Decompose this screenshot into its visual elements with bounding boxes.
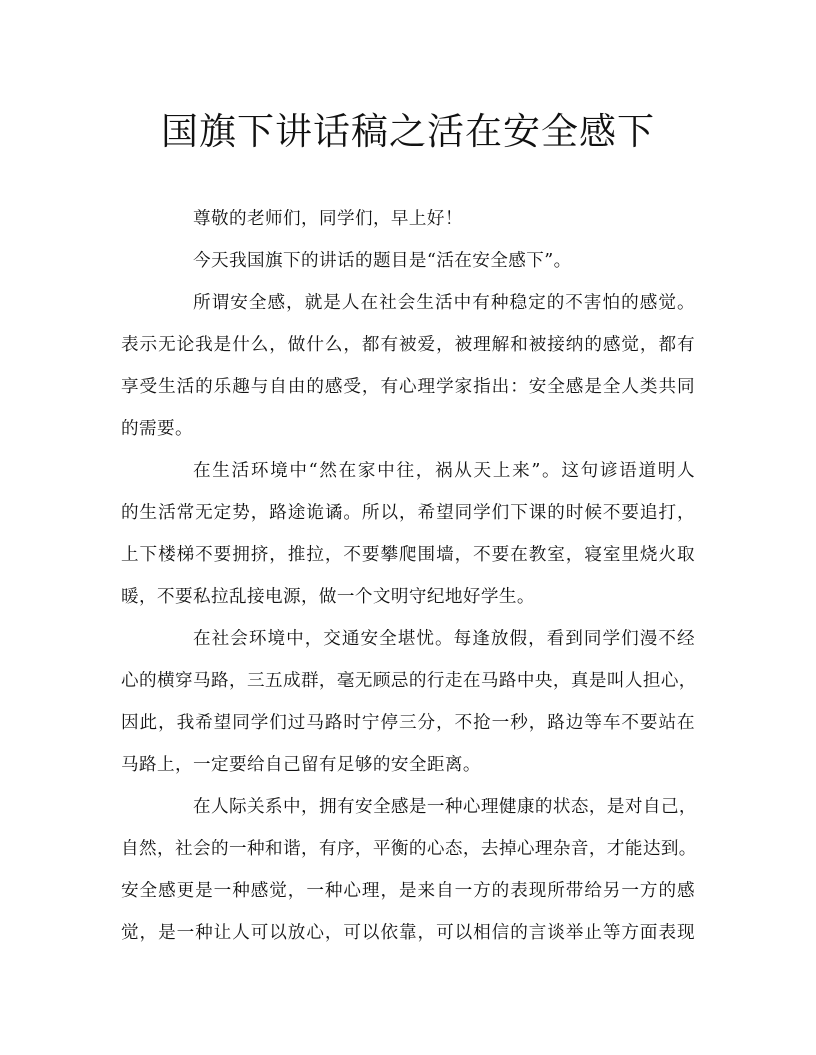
paragraph-line: 自然，社会的一种和谐，有序，平衡的心态，去掉心理杂音，才能达到。 xyxy=(121,839,697,859)
paragraph-line: 心的横穿马路，三五成群，毫无顾忌的行走在马路中央，真是叫人担心， xyxy=(121,671,697,691)
paragraph-line: 享受生活的乐趣与自由的感受，有心理学家指出：安全感是全人类共同 xyxy=(121,377,695,397)
paragraph xyxy=(121,791,695,949)
intro-line: 今天我国旗下的讲话的题目是“活在安全感下”。 xyxy=(193,251,572,271)
document-body xyxy=(121,203,695,959)
paragraph xyxy=(121,287,695,445)
paragraph-line: 安全感更是一种感觉，一种心理，是来自一方的表现所带给另一方的感 xyxy=(121,881,695,901)
paragraph-line: 暖，不要私拉乱接电源，做一个文明守纪地好学生。 xyxy=(121,587,535,607)
paragraph-line: 马路上，一定要给自己留有足够的安全距离。 xyxy=(121,755,481,775)
paragraph-line: 上下楼梯不要拥挤，推拉，不要攀爬围墙，不要在教室，寝室里烧火取 xyxy=(121,545,695,565)
greeting-line: 尊敬的老师们，同学们，早上好！ xyxy=(193,209,463,229)
paragraph-line: 的生活常无定势，路途诡谲。所以，希望同学们下课的时候不要追打， xyxy=(121,503,695,523)
paragraph-line: 所谓安全感，就是人在社会生活中有种稳定的不害怕的感觉。 xyxy=(193,293,695,313)
paragraph xyxy=(121,455,695,613)
paragraph-line: 在生活环境中“然在家中往，祸从天上来”。这句谚语道明人 xyxy=(193,461,695,481)
paragraph-line: 在人际关系中，拥有安全感是一种心理健康的状态，是对自己， xyxy=(193,797,697,817)
paragraph-line: 因此，我希望同学们过马路时宁停三分，不抢一秒，路边等车不要站在 xyxy=(121,713,695,733)
document-title: 国旗下讲话稿之活在安全感下 xyxy=(161,110,655,153)
paragraph-line: 表示无论我是什么，做什么，都有被爱，被理解和被接纳的感觉，都有 xyxy=(121,335,695,355)
paragraph-line: 在社会环境中，交通安全堪忧。每逢放假，看到同学们漫不经 xyxy=(193,629,695,649)
paragraph-line: 的需要。 xyxy=(121,419,193,439)
paragraph-line: 觉，是一种让人可以放心，可以依靠，可以相信的言谈举止等方面表现 xyxy=(121,923,695,943)
paragraph xyxy=(121,623,695,781)
